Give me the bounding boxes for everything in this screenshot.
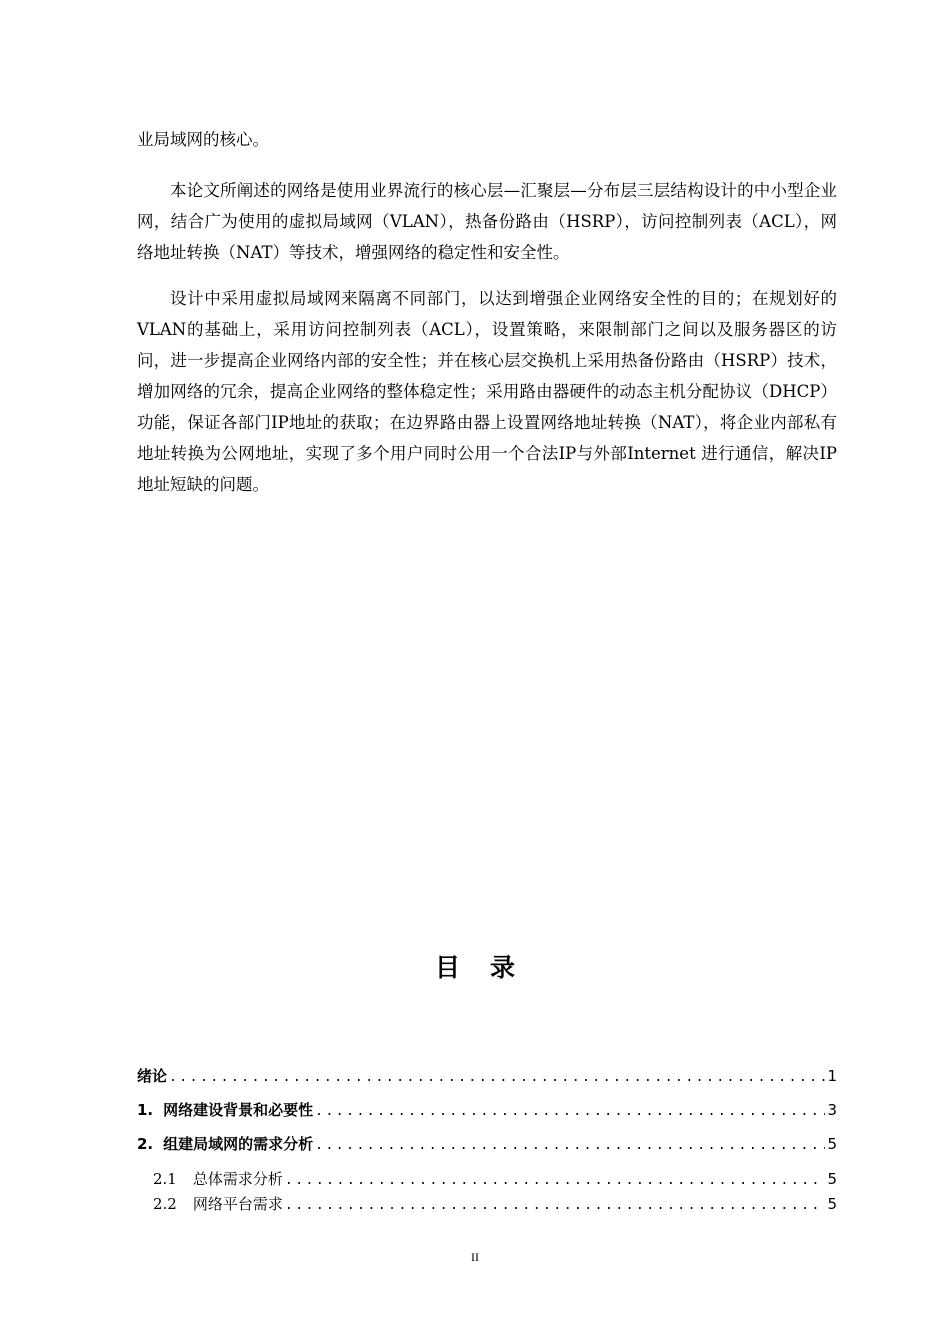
toc-dot-leader bbox=[285, 1173, 826, 1188]
toc-entry-section-1[interactable] bbox=[137, 1099, 837, 1123]
toc-entry-label: 绪论 bbox=[137, 1067, 168, 1085]
toc-entry-section-2-1[interactable] bbox=[153, 1168, 837, 1192]
toc-entry-label: 总体需求分析 bbox=[192, 1170, 283, 1188]
toc-dot-leader bbox=[315, 1104, 825, 1119]
toc-entry-page: 5 bbox=[827, 1135, 837, 1153]
toc-dot-leader bbox=[285, 1198, 826, 1213]
toc-dot-leader bbox=[315, 1138, 825, 1153]
toc-entry-page: 3 bbox=[827, 1101, 837, 1119]
toc-title: 目录 bbox=[434, 953, 545, 982]
paragraph-network-overview: 本论文所阐述的网络是使用业界流行的核心层—汇聚层—分布层三层结构设计的中小型企业网，结合广为使用的虚拟局域网（VLAN），热备份路由（HSRP），访问控制列表（ACL），网络地址转换（NAT）等技术，增强网络的稳定性和安全性。 bbox=[137, 181, 837, 262]
toc-entry-page: 1 bbox=[827, 1067, 837, 1085]
toc-entry-number: 2.2 bbox=[153, 1195, 177, 1213]
toc-entry-number: 1. bbox=[137, 1101, 154, 1119]
toc-entry-number: 2. bbox=[137, 1135, 154, 1153]
toc-entry-intro[interactable] bbox=[137, 1065, 837, 1089]
page-number: II bbox=[471, 1250, 479, 1264]
toc-entry-section-2[interactable] bbox=[137, 1133, 837, 1157]
toc-entry-label: 网络平台需求 bbox=[192, 1195, 283, 1213]
toc-entry-number: 2.1 bbox=[153, 1170, 177, 1188]
toc-entry-label: 网络建设背景和必要性 bbox=[163, 1101, 314, 1119]
toc-entry-page: 5 bbox=[827, 1195, 837, 1213]
paragraph-design-details: 设计中采用虚拟局域网来隔离不同部门，以达到增强企业网络安全性的目的；在规划好的VLAN的基础上，采用访问控制列表（ACL），设置策略，来限制部门之间以及服务器区的访问，进一步提高企业网络内部的安全性；并在核心层交换机上采用热备份路由（HSRP）技术，增加网络的冗余，提高企业网络的整体稳定性；采用路由器硬件的动态主机分配协议（DHCP）功能，保证各部门IP地址的获取；在边界路由器上设置网络地址转换（NAT），将企业内部私有地址转换为公网地址，实现了多个用户同时公用一个合法IP与外部Internet 进行通信，解决IP地址短缺的问题。 bbox=[137, 289, 837, 494]
paragraph-continuation: 业局域网的核心。 bbox=[137, 130, 269, 149]
toc-dot-leader bbox=[169, 1070, 825, 1085]
toc-entry-section-2-2[interactable] bbox=[153, 1193, 837, 1217]
toc-entry-page: 5 bbox=[827, 1170, 837, 1188]
toc-entry-label: 组建局域网的需求分析 bbox=[163, 1135, 314, 1153]
